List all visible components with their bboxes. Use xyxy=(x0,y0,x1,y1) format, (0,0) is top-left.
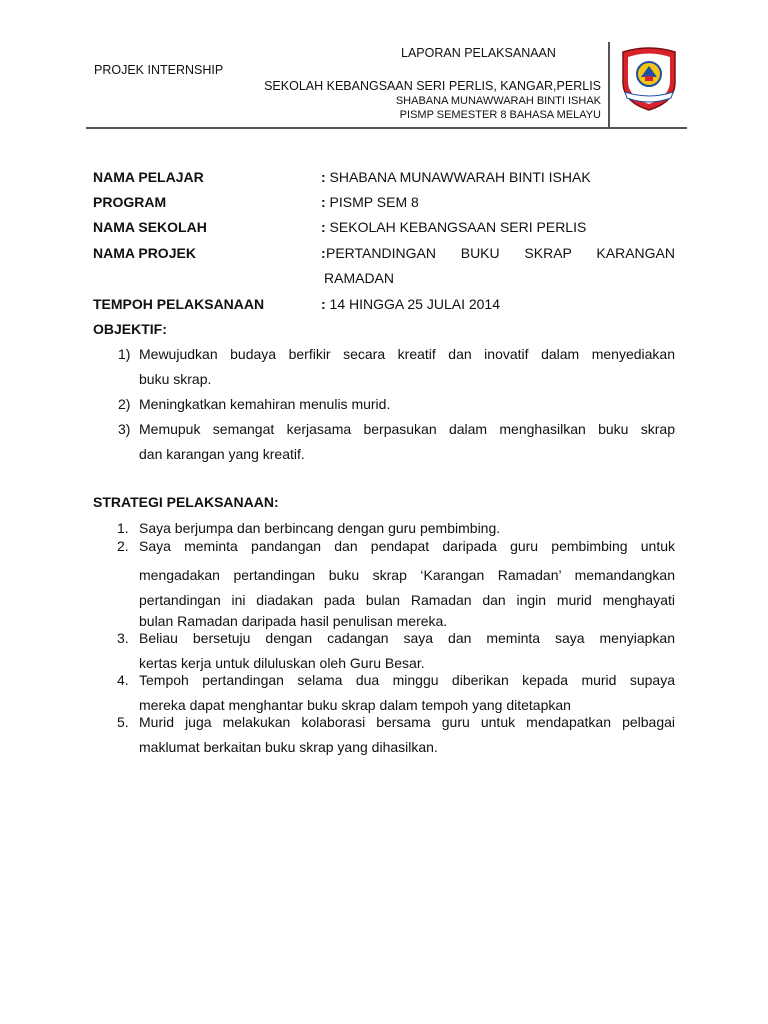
project-label: PROJEK INTERNSHIP xyxy=(94,63,224,77)
objektif-number: 1) xyxy=(118,346,131,362)
strategi-heading: STRATEGI PELAKSANAAN: xyxy=(93,494,279,510)
objektif-heading: OBJEKTIF: xyxy=(93,321,167,337)
school-line: SEKOLAH KEBANGSAAN SERI PERLIS, KANGAR,PERLIS xyxy=(264,79,601,93)
info-value-nama-sekolah: : SEKOLAH KEBANGSAAN SERI PERLIS xyxy=(321,219,587,235)
info-value-program: : PISMP SEM 8 xyxy=(321,194,419,210)
list-item: Beliau bersetuju dengan cadangan saya dan meminta saya menyiapkan kertas kerja untuk diluluskan oleh Guru Besar. xyxy=(139,630,675,671)
header-vertical-rule xyxy=(608,42,610,128)
objektif-number: 2) xyxy=(118,396,131,412)
list-item: Saya meminta pandangan dan pendapat daripada guru pembimbing untuk mengadakan pertandingan buku skrap ‘Karangan Ramadan’ memandangkan pertandingan ini diadakan pada bulan Ramadan dan ingin murid menghayati bulan Ramadan daripada hasil penulisan mereka. xyxy=(139,538,675,629)
header-horizontal-rule xyxy=(86,127,687,129)
info-label-nama-sekolah: NAMA SEKOLAH xyxy=(93,219,207,235)
info-label-nama-projek: NAMA PROJEK xyxy=(93,245,196,261)
course-line: PISMP SEMESTER 8 BAHASA MELAYU xyxy=(399,109,601,121)
strategi-number: 1. xyxy=(117,520,129,536)
strategi-number: 2. xyxy=(117,538,129,554)
info-value-nama-pelajar: : SHABANA MUNAWWARAH BINTI ISHAK xyxy=(321,169,591,185)
school-crest-icon xyxy=(619,46,679,112)
info-label-program: PROGRAM xyxy=(93,194,167,210)
strategi-number: 5. xyxy=(117,714,129,730)
info-value-tempoh: : 14 HINGGA 25 JULAI 2014 xyxy=(321,296,500,312)
list-item: Murid juga melakukan kolaborasi bersama guru untuk mendapatkan pelbagai maklumat berkaitan buku skrap yang dihasilkan. xyxy=(139,714,675,755)
list-item: Saya berjumpa dan berbincang dengan guru pembimbing. xyxy=(139,520,501,536)
strategi-number: 4. xyxy=(117,672,129,688)
student-line: SHABANA MUNAWWARAH BINTI ISHAK xyxy=(395,95,601,107)
objektif-number: 3) xyxy=(118,421,131,437)
info-label-nama-pelajar: NAMA PELAJAR xyxy=(93,169,204,185)
list-item: Memupuk semangat kerjasama berpasukan dalam menghasilkan buku skrap dan karangan yang kreatif. xyxy=(139,421,675,462)
list-item: Tempoh pertandingan selama dua minggu diberikan kepada murid supaya mereka dapat menghantar buku skrap dalam tempoh yang ditetapkan xyxy=(139,672,675,713)
info-value-nama-projek-colon: : xyxy=(321,245,326,261)
list-item: Meningkatkan kemahiran menulis murid. xyxy=(139,396,391,412)
info-value-nama-projek: PERTANDINGAN BUKU SKRAP KARANGAN xyxy=(326,245,675,261)
list-item: Mewujudkan budaya berfikir secara kreatif dan inovatif dalam menyediakan buku skrap. xyxy=(139,346,675,387)
info-label-tempoh: TEMPOH PELAKSANAAN xyxy=(93,296,265,312)
info-value-nama-projek-line2: RAMADAN xyxy=(324,270,395,286)
strategi-number: 3. xyxy=(117,630,129,646)
report-title: LAPORAN PELAKSANAAN xyxy=(401,46,556,60)
